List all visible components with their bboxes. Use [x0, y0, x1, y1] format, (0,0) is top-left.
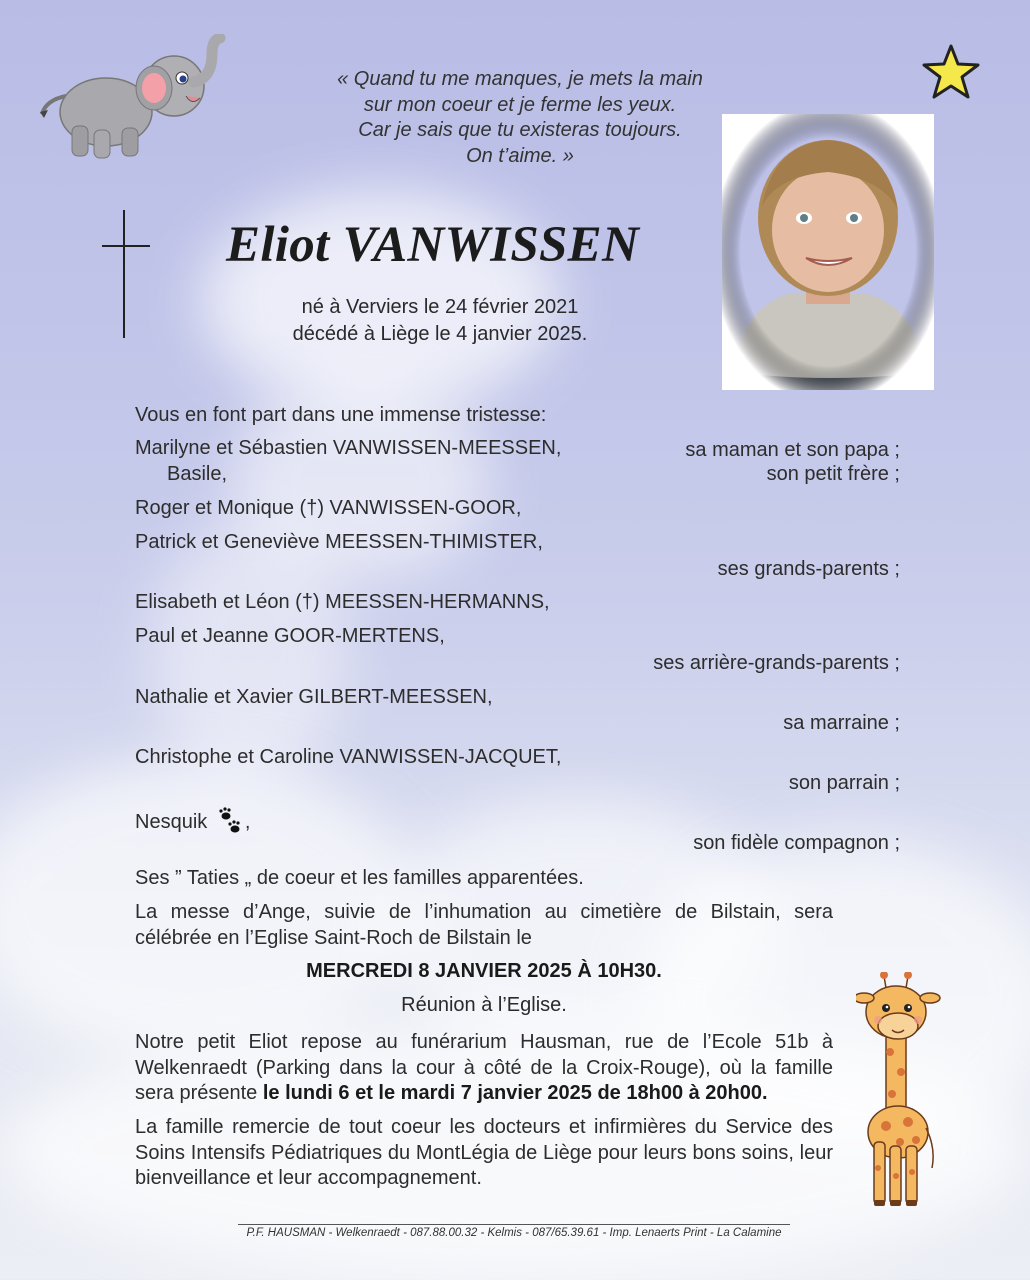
family-relation: son petit frère ;	[766, 463, 900, 485]
quote-line: Car je sais que tu existeras toujours.	[358, 119, 682, 141]
life-dates	[250, 294, 630, 348]
memorial-quote	[250, 67, 790, 169]
ceremony-text: La messe d’Ange, suivie de l’inhumation au cimetière de Bilstain, sera célébrée en l’Eglise Saint-Roch de Bilstain le	[135, 901, 833, 949]
death-line: décédé à Liège le 4 janvier 2025.	[292, 323, 588, 345]
pet-name: Nesquik	[135, 811, 208, 833]
announcement-closing: Ses ” Taties „ de coeur et les familles apparentées.	[135, 867, 584, 889]
family-relation: ses arrière-grands-parents ;	[653, 652, 900, 674]
family-member: Christophe et Caroline VANWISSEN-JACQUET,	[135, 746, 562, 768]
giraffe-icon	[856, 972, 946, 1212]
pet-line	[135, 806, 250, 836]
family-member: Nathalie et Xavier GILBERT-MEESSEN,	[135, 686, 493, 708]
quote-line: sur mon coeur et je ferme les yeux.	[363, 93, 677, 116]
child-portrait	[722, 114, 934, 390]
family-member: Roger et Monique (†) VANWISSEN-GOOR,	[135, 497, 522, 519]
visitation-paragraph	[135, 1030, 833, 1107]
thanks-paragraph: La famille remercie de tout coeur les docteurs et infirmières du Service des Soins Intensifs Pédiatriques du MontLégia de Liège pour leurs bons soins, leur bienveillance et leur accompagnement.	[135, 1116, 833, 1189]
footer-divider	[238, 1224, 790, 1225]
visitation-text: Notre petit Eliot repose au funérarium Hausman, rue de l’Ecole 51b à Welkenraedt (Parking dans la cour à côté de la Croix-Rouge), où la famille sera présente	[135, 1031, 833, 1104]
family-relation: ses grands-parents ;	[717, 558, 900, 580]
family-member: Elisabeth et Léon (†) MEESSEN-HERMANNS,	[135, 591, 550, 613]
cross-icon	[100, 208, 152, 340]
ceremony-meeting: Réunion à l’Eglise.	[401, 994, 567, 1016]
family-member: Patrick et Geneviève MEESSEN-THIMISTER,	[135, 531, 543, 553]
quote-line: « Quand tu me manques, je mets la main	[337, 68, 703, 90]
paw-icon	[217, 806, 245, 836]
family-relation: sa marraine ;	[783, 712, 900, 734]
family-relation: son parrain ;	[788, 772, 900, 794]
pet-suffix: ,	[244, 811, 251, 833]
ceremony-date: MERCREDI 8 JANVIER 2025 À 10H30.	[306, 960, 662, 982]
visitation-times: le lundi 6 et le mardi 7 janvier 2025 de 18h00 à 20h00.	[262, 1082, 768, 1104]
announcement-intro: Vous en font part dans une immense tristesse:	[135, 404, 547, 426]
birth-line: né à Verviers le 24 février 2021	[301, 296, 579, 318]
footer-credits: P.F. HAUSMAN - Welkenraedt - 087.88.00.32 - Kelmis - 087/65.39.61 - Imp. Lenaerts Print - La Calamine	[246, 1227, 782, 1239]
family-member: Paul et Jeanne GOOR-MERTENS,	[135, 625, 445, 647]
star-icon	[920, 42, 982, 102]
deceased-name: Eliot VANWISSEN	[226, 217, 640, 273]
family-relation: son fidèle compagnon ;	[693, 832, 900, 854]
family-relation: sa maman et son papa ;	[685, 439, 900, 461]
elephant-icon	[36, 34, 226, 164]
family-member: Basile,	[167, 463, 228, 485]
quote-line: On t’aime. »	[466, 144, 574, 167]
family-member: Marilyne et Sébastien VANWISSEN-MEESSEN,	[135, 437, 562, 459]
